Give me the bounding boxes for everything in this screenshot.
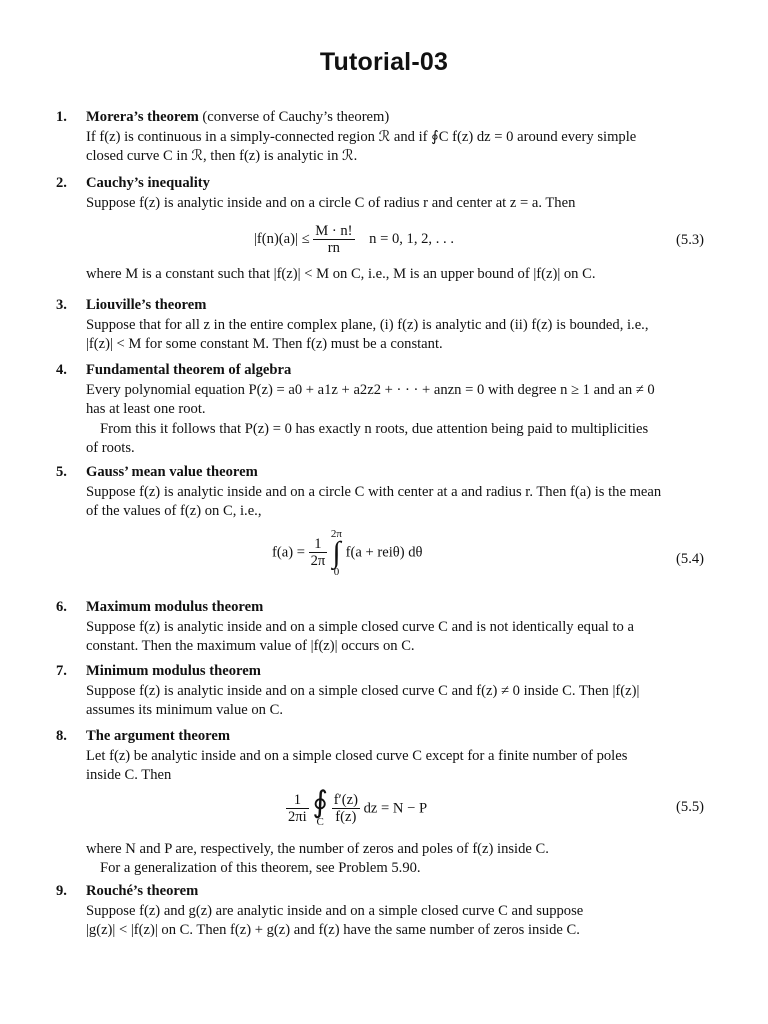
text-line: If f(z) is continuous in a simply-connected region ℛ and if ∮C f(z) dz = 0 around every simple <box>86 128 637 145</box>
item-heading: Fundamental theorem of algebra <box>86 362 292 378</box>
equation-number: (5.5) <box>676 798 704 815</box>
text-line: has at least one root. <box>86 401 206 417</box>
item-argument-theorem <box>56 727 704 879</box>
item-morera <box>56 108 704 167</box>
item-heading: Cauchy’s inequality <box>86 175 210 191</box>
item-number: 2. <box>56 175 67 191</box>
denominator: 2π <box>310 553 326 569</box>
equation-rhs: dz = N − P <box>363 799 428 816</box>
item-maximum-modulus <box>56 598 704 657</box>
item-heading: Morera’s theorem <box>86 109 199 125</box>
item-number: 7. <box>56 663 67 679</box>
equation-5-4 <box>86 524 704 596</box>
item-minimum-modulus <box>56 662 704 721</box>
item-rouche <box>56 882 704 941</box>
item-number: 6. <box>56 599 67 615</box>
text-line: |f(z)| < M for some constant M. Then f(z) must be a constant. <box>86 336 443 352</box>
numerator: 1 <box>286 792 309 809</box>
text-line: Suppose f(z) is analytic inside and on a simple closed curve C and is not identically equal to a <box>86 618 634 635</box>
text-line: constant. Then the maximum value of |f(z)| occurs on C. <box>86 638 415 654</box>
equation-number: (5.4) <box>676 550 704 567</box>
integrand: f(a + reiθ) dθ <box>345 543 423 560</box>
equation-5-3 <box>86 217 704 265</box>
text-line: |g(z)| < |f(z)| on C. Then f(z) + g(z) and f(z) have the same number of zeros inside C. <box>86 922 580 938</box>
item-number: 4. <box>56 362 67 378</box>
text-line: where M is a constant such that |f(z)| < M on C, i.e., M is an upper bound of |f(z)| on C. <box>86 266 596 282</box>
numerator: 1 <box>309 536 328 553</box>
contour-integral-sign: ∮ C <box>312 785 329 828</box>
text-line: From this it follows that P(z) = 0 has exactly n roots, due attention being paid to multiplicities <box>100 420 649 437</box>
text-line: closed curve C in ℛ, then f(z) is analytic in ℛ. <box>86 148 358 164</box>
text-line: For a generalization of this theorem, see Problem 5.90. <box>100 860 421 876</box>
item-heading: Gauss’ mean value theorem <box>86 464 258 480</box>
text-line: Suppose f(z) is analytic inside and on a simple closed curve C and f(z) ≠ 0 inside C. Then |f(z)| <box>86 682 640 699</box>
item-fundamental-theorem <box>56 361 704 459</box>
integral-sign: 2π ∫ 0 <box>330 527 342 578</box>
equation-5-5 <box>86 786 704 840</box>
item-number: 8. <box>56 728 67 744</box>
equation-lhs: f(a) = <box>272 543 305 560</box>
text-line: Suppose f(z) is analytic inside and on a circle C with center at a and radius r. Then f(a) is the mean <box>86 483 662 500</box>
fraction <box>309 536 328 569</box>
item-heading: Liouville’s theorem <box>86 297 207 313</box>
item-heading: Rouché’s theorem <box>86 883 199 899</box>
numerator: f′(z) <box>333 792 358 808</box>
text-line: Let f(z) be analytic inside and on a simple closed curve C except for a finite number of poles <box>86 747 628 764</box>
item-liouville <box>56 296 704 355</box>
inner-fraction <box>332 792 360 825</box>
text-line: Every polynomial equation P(z) = a0 + a1z + a2z2 + · · · + anzn = 0 with degree n ≥ 1 and an ≠ 0 <box>86 381 655 398</box>
text-line: assumes its minimum value on C. <box>86 702 284 718</box>
heading-note: (converse of Cauchy’s theorem) <box>198 109 390 125</box>
numerator: M · n! <box>315 223 353 239</box>
fraction <box>313 223 354 256</box>
item-number: 1. <box>56 109 67 125</box>
item-number: 9. <box>56 883 67 899</box>
denominator: 2πi <box>288 809 307 825</box>
text-line: Suppose f(z) and g(z) are analytic inside and on a simple closed curve C and suppose <box>86 902 584 919</box>
equation-condition: n = 0, 1, 2, . . . <box>369 230 454 247</box>
equation-number: (5.3) <box>676 232 704 248</box>
item-gauss-mean-value <box>56 463 704 596</box>
text-line: where N and P are, respectively, the number of zeros and poles of f(z) inside C. <box>86 840 549 857</box>
denominator: rn <box>327 240 340 256</box>
item-heading: Maximum modulus theorem <box>86 599 264 615</box>
text-line: Suppose that for all z in the entire complex plane, (i) f(z) is analytic and (ii) f(z) is bounded, i.e., <box>86 316 649 333</box>
equation-lhs: |f(n)(a)| ≤ <box>254 230 310 247</box>
text-line: inside C. Then <box>86 767 172 783</box>
text-line: of roots. <box>86 440 135 456</box>
text-line: of the values of f(z) on C, i.e., <box>86 503 262 519</box>
page-title: Tutorial-03 <box>319 48 449 76</box>
item-number: 5. <box>56 464 67 480</box>
text-line: Suppose f(z) is analytic inside and on a circle C of radius r and center at z = a. Then <box>86 194 576 211</box>
fraction <box>286 792 309 825</box>
item-number: 3. <box>56 297 67 313</box>
upper-limit: 2π <box>330 527 342 540</box>
item-cauchy-inequality <box>56 174 704 285</box>
contour-label: C <box>316 815 324 828</box>
item-heading: The argument theorem <box>86 728 231 744</box>
item-heading: Minimum modulus theorem <box>86 663 261 679</box>
denominator: f(z) <box>335 809 357 825</box>
lower-limit: 0 <box>333 565 340 578</box>
